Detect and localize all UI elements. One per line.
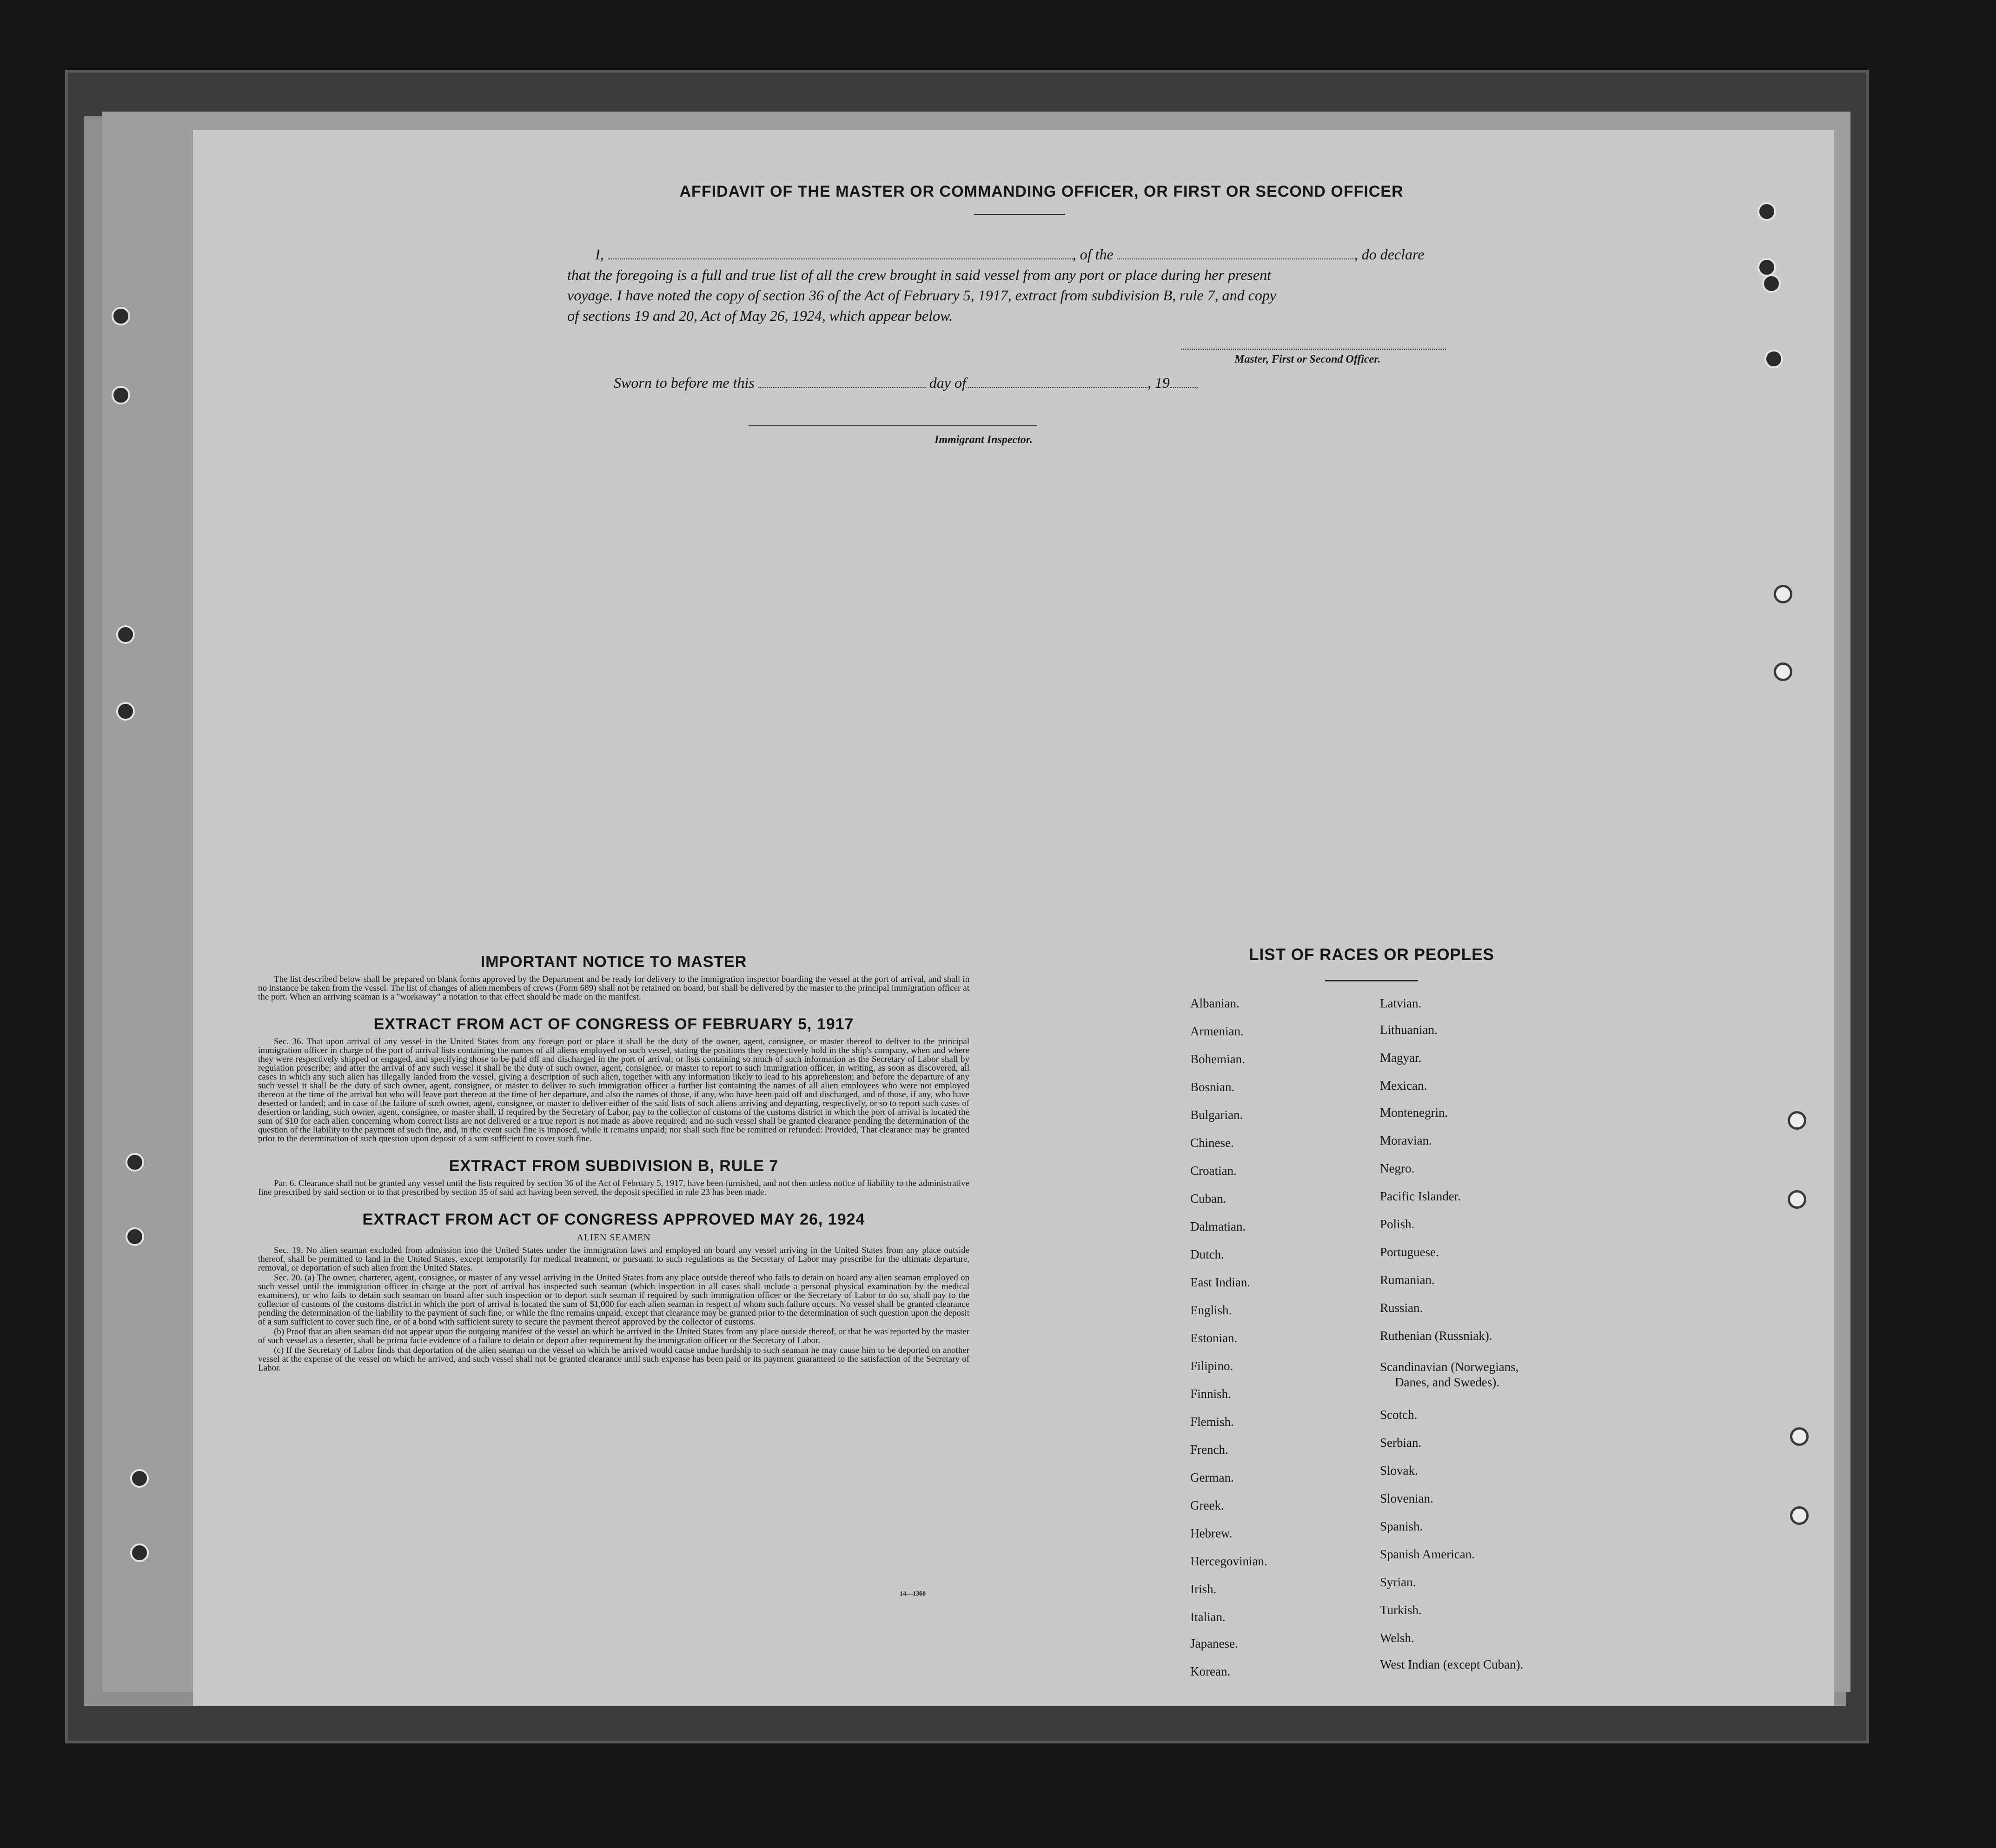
race-item: Hebrew. <box>1190 1526 1233 1540</box>
race-item: German. <box>1190 1470 1234 1484</box>
race-item: Negro. <box>1380 1161 1415 1175</box>
sworn-day-field[interactable] <box>758 375 926 388</box>
binder-hole-icon <box>116 702 135 721</box>
races-title-underline <box>1325 980 1418 981</box>
form-number: 14—1360 <box>900 1590 926 1597</box>
punch-hole-icon <box>1790 1506 1809 1525</box>
race-item: Turkish. <box>1380 1603 1422 1617</box>
sworn-year-field[interactable] <box>1170 375 1198 388</box>
declaration-i: I, <box>595 246 604 263</box>
race-item: East Indian. <box>1190 1275 1250 1289</box>
race-item: English. <box>1190 1303 1232 1317</box>
race-item: Bulgarian. <box>1190 1108 1243 1122</box>
extract1-title: EXTRACT FROM ACT OF CONGRESS OF FEBRUARY 5, 1917 <box>373 1015 854 1033</box>
declarant-name-field[interactable] <box>608 246 1073 259</box>
race-item: Mexican. <box>1380 1079 1427 1093</box>
binder-hole-icon <box>116 625 135 644</box>
race-item: Slovak. <box>1380 1464 1418 1477</box>
declaration-end: , do declare <box>1354 246 1425 263</box>
extract2-title: EXTRACT FROM SUBDIVISION B, RULE 7 <box>449 1157 779 1175</box>
extract2-text: Par. 6. Clearance shall not be granted any vessel until the lists required by section 36 of the Act of February 5, 1917, have been furnished, and not then unless notice of liability to the administrative fine prescribed by said section or to that prescribed by section 35 of said act having been served, the deposit specified in rule 23 has been made. <box>258 1179 969 1197</box>
sec20a-text: Sec. 20. (a) The owner, charterer, agent, consignee, or master of any vessel arriving in the United States from any place outside thereof who fails to detain on board any alien seaman employed on such vessel until the immigration officer in charge at the port of arrival has inspected such seaman (which inspection in all cases shall include a personal physical examination by the medical examiners), or who fails to detain such seaman on board after such inspection or to deport such seaman if required by such immigration officer or the Secretary of Labor to do so, shall pay to the collector of customs of the customs district in which the port of arrival is located the sum of $1,000 for each alien seaman in respect of whom such failure occurs. No vessel shall be granted clearance pending the determination of the liability to the payment of such fine, or while the fine remains unpaid, except that clearance may be granted prior to the determination of such question upon the deposit of a sum sufficient to cover such fine, or of a bond with sufficient surety to secure the payment thereof approved by the collector of customs. <box>258 1273 969 1327</box>
race-item: Latvian. <box>1380 996 1422 1010</box>
race-item: Rumanian. <box>1380 1273 1435 1287</box>
declaration-line <box>567 244 1479 265</box>
sec20c-text: (c) If the Secretary of Labor finds that deportation of the alien seaman on the vessel on which he arrived would cause undue hardship to such seaman he may cause him to be deported on another vessel at the expense of the vessel on which he arrived, and such vessel shall not be granted clearance until such expense has been paid or its payment guaranteed to the satisfaction of the Secretary of Labor. <box>258 1345 969 1373</box>
race-item: Serbian. <box>1380 1436 1422 1450</box>
race-item: Albanian. <box>1190 996 1240 1010</box>
sworn-year-label: , 19 <box>1147 374 1170 391</box>
race-item: Welsh. <box>1380 1631 1414 1645</box>
race-item: Filipino. <box>1190 1359 1233 1373</box>
punch-hole-icon <box>1790 1427 1809 1446</box>
race-item: French. <box>1190 1443 1228 1457</box>
sworn-line <box>614 374 1198 391</box>
sec20b-text: (b) Proof that an alien seaman did not appear upon the outgoing manifest of the vessel on which he arrived in the United States from any place outside thereof, or that he was reported by the master of such vessel as a deserter, shall be prima facie evidence of a failure to detain or deport after requirement by the immigration officer or the Secretary of Labor. <box>258 1327 969 1345</box>
affidavit-title: AFFIDAVIT OF THE MASTER OR COMMANDING OFFICER, OR FIRST OR SECOND OFFICER <box>679 183 1404 200</box>
race-item: Croatian. <box>1190 1164 1237 1178</box>
race-item: Moravian. <box>1380 1133 1432 1147</box>
race-item: Chinese. <box>1190 1136 1234 1150</box>
punch-hole-icon <box>1762 274 1781 293</box>
race-item: Scandinavian (Norwegians, <box>1380 1360 1519 1374</box>
inspector-signature-line <box>749 425 1037 426</box>
punch-hole-icon <box>1764 350 1783 368</box>
binder-hole-icon <box>130 1469 149 1488</box>
sworn-month-field[interactable] <box>966 375 1147 388</box>
race-item: Polish. <box>1380 1217 1415 1231</box>
race-item: Montenegrin. <box>1380 1106 1448 1119</box>
race-item: Greek. <box>1190 1498 1224 1512</box>
declaration-of-the: , of the <box>1072 246 1114 263</box>
race-item: Danes, and Swedes). <box>1395 1375 1499 1389</box>
race-item: Estonian. <box>1190 1331 1238 1345</box>
binder-hole-icon <box>126 1227 144 1246</box>
race-item: Lithuanian. <box>1380 1023 1438 1037</box>
race-item: Dutch. <box>1190 1247 1224 1261</box>
race-item: Bohemian. <box>1190 1052 1245 1066</box>
race-item: Dalmatian. <box>1190 1219 1246 1233</box>
notice-text: The list described below shall be prepared on blank forms approved by the Department and be ready for delivery to the immigration inspector boarding the vessel at the port of arrival, and shall in no instance be taken from the vessel. The list of changes of alien members of crews (Form 689) shall not be retained on board, but shall be delivered by the master to the principal immigration officer at the port. When an arriving seaman is a "workaway" a notation to that effect should be made on the manifest. <box>258 974 969 1002</box>
race-item: Cuban. <box>1190 1192 1227 1206</box>
declaration-line-3: voyage. I have noted the copy of section 36 of the Act of February 5, 1917, extract from subdivision B, rule 7, and copy <box>567 287 1276 304</box>
extract1-text: Sec. 36. That upon arrival of any vessel in the United States from any foreign port or place it shall be the duty of the owner, agent, consignee, or master thereof to deliver to the principal immigration officer in charge of the port of arrival lists containing the names of all aliens employed on such vessel, stating the positions they respectively hold in the ship's company, when and where they were respectively shipped or engaged, and specifying those to be paid off and discharged in the port of arrival; or lists containing so much of such information as the Secretary of Labor shall by regulation prescribe; and after the arrival of any such vessel it shall be the duty of such owner, agent, consignee, or master to report to such immigration officer, in writing, as soon as discovered, all cases in which any such alien has illegally landed from the vessel, giving a description of such alien, together with any information likely to lead to his apprehension; and before the departure of any such vessel it shall be the duty of such owner, agent, consignee, or master to deliver to such immigration officer a further list containing the names of all alien employees who were not employed thereon at the time of the arrival but who will leave port thereon at the time of her departure, and also the names of those, if any, who have been paid off and discharged, and of those, if any, who have deserted or landed; and in case of the failure of such owner, agent, consignee, or master to deliver either of the said lists of such aliens arriving and departing, respectively, or so to report such cases of desertion or landing, such owner, agent, consignee, or master shall, if required by the Secretary of Labor, pay to the collector of customs of the customs district in which the port of arrival is located the sum of $10 for each alien concerning whom correct lists are not delivered or a true report is not made as above required; and no such vessel shall be granted clearance pending the determination of the question of the liability to the payment of such fine, and, in the event such fine is imposed, while it remains unpaid; nor shall such fine be remitted or refunded: Provided, That clearance may be granted prior to the determination of such question upon deposit of a sum sufficient to cover such fine. <box>258 1037 969 1144</box>
binder-hole-icon <box>126 1153 144 1172</box>
race-item: Armenian. <box>1190 1024 1244 1038</box>
punch-hole-icon <box>1788 1190 1806 1209</box>
punch-hole-icon <box>1757 258 1776 277</box>
race-item: Korean. <box>1190 1664 1231 1678</box>
binder-hole-icon <box>112 386 130 404</box>
notice-title: IMPORTANT NOTICE TO MASTER <box>480 953 747 971</box>
races-title: LIST OF RACES OR PEOPLES <box>1249 946 1494 964</box>
extract3-title: EXTRACT FROM ACT OF CONGRESS APPROVED MAY 26, 1924 <box>362 1211 865 1228</box>
vessel-name-field[interactable] <box>1117 246 1354 259</box>
master-signature-field[interactable] <box>1181 339 1446 350</box>
notice-section <box>258 953 969 1373</box>
punch-hole-icon <box>1774 662 1792 681</box>
race-item: West Indian (except Cuban). <box>1380 1657 1524 1671</box>
title-underline <box>974 214 1065 215</box>
race-item: Spanish. <box>1380 1519 1423 1533</box>
binder-hole-icon <box>112 307 130 325</box>
sworn-label: Sworn to before me this <box>614 374 755 391</box>
master-signature-label: Master, First or Second Officer. <box>1234 353 1381 365</box>
race-item: Bosnian. <box>1190 1080 1235 1094</box>
sworn-day-label: day of <box>929 374 966 391</box>
race-item: Spanish American. <box>1380 1547 1475 1561</box>
inspector-label: Immigrant Inspector. <box>935 434 1033 446</box>
race-item: Flemish. <box>1190 1415 1234 1429</box>
race-item: Syrian. <box>1380 1575 1416 1589</box>
extract3-subtitle: ALIEN SEAMEN <box>577 1232 651 1243</box>
race-item: Japanese. <box>1190 1636 1238 1650</box>
race-item: Slovenian. <box>1380 1491 1433 1505</box>
race-item: Magyar. <box>1380 1051 1422 1065</box>
affidavit-statement <box>567 244 1479 326</box>
race-item: Italian. <box>1190 1610 1226 1624</box>
race-item: Finnish. <box>1190 1387 1231 1401</box>
race-item: Portuguese. <box>1380 1245 1439 1259</box>
race-item: Russian. <box>1380 1301 1423 1315</box>
sec19-text: Sec. 19. No alien seaman excluded from admission into the United States under the immigration laws and employed on board any vessel arriving in the United States from any place outside thereof, shall be permitted to land in the United States, except temporarily for medical treatment, or pursuant to such regulations as the Secretary of Labor may prescribe for the ultimate departure, removal, or deportation of such alien from the United States. <box>258 1245 969 1273</box>
race-item: Hercegovinian. <box>1190 1554 1267 1568</box>
punch-hole-icon <box>1774 585 1792 603</box>
punch-hole-icon <box>1788 1111 1806 1130</box>
race-item: Ruthenian (Russniak). <box>1380 1329 1492 1343</box>
declaration-line-4: of sections 19 and 20, Act of May 26, 1924, which appear below. <box>567 307 953 324</box>
race-item: Scotch. <box>1380 1408 1418 1422</box>
race-item: Pacific Islander. <box>1380 1189 1461 1203</box>
declaration-line-2: that the foregoing is a full and true list of all the crew brought in said vessel from any port or place during her present <box>567 266 1271 283</box>
binder-hole-icon <box>130 1543 149 1562</box>
punch-hole-icon <box>1757 202 1776 221</box>
race-item: Irish. <box>1190 1582 1217 1596</box>
document-page <box>193 130 1834 1706</box>
